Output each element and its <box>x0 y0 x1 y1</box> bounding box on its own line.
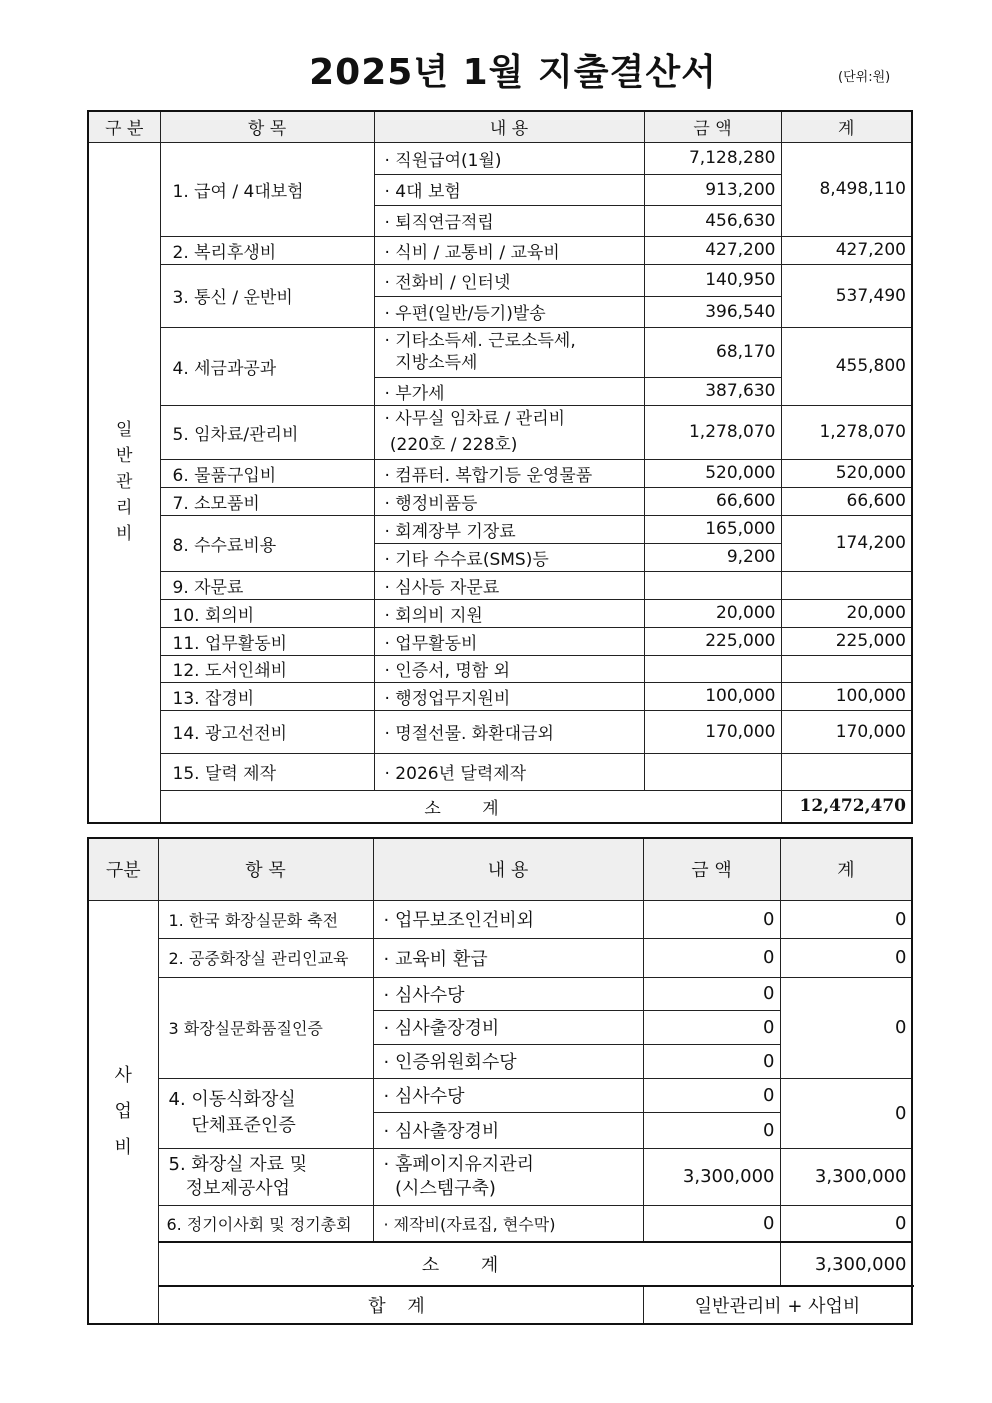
item-amount: 20,000 <box>644 599 781 627</box>
item-desc: · 회계장부 기장료 <box>374 515 644 543</box>
unit-label: (단위:원) <box>838 70 891 85</box>
item-desc: · 부가세 <box>374 377 644 405</box>
item-amount: 0 <box>643 900 780 938</box>
general-expense-table <box>87 110 913 824</box>
item-desc: · 심사출장경비 <box>373 1112 643 1148</box>
item-total: 0 <box>780 977 912 1078</box>
item-name: 5. 임차료/관리비 <box>160 405 374 459</box>
item-amount: 913,200 <box>644 174 781 205</box>
item-desc: · 제작비(자료집, 현수막) <box>373 1205 643 1242</box>
item-desc: · 사무실 임차료 / 관리비 (220호 / 228호) <box>374 405 644 459</box>
item-name: 12. 도서인쇄비 <box>160 655 374 682</box>
item-total: 3,300,000 <box>780 1148 912 1205</box>
item-amount: 0 <box>643 1010 780 1044</box>
item-desc: · 기타소득세. 근로소득세, 지방소득세 <box>374 327 644 377</box>
item-desc: · 심사등 자문료 <box>374 571 644 599</box>
item-amount: 520,000 <box>644 459 781 487</box>
item-total: 520,000 <box>781 459 912 487</box>
item-amount: 0 <box>643 1112 780 1148</box>
item-total <box>781 571 912 599</box>
item-name: 4. 이동식화장실 단체표준인증 <box>158 1078 373 1148</box>
item-name: 7. 소모품비 <box>160 487 374 515</box>
business-expense-table <box>87 837 913 1325</box>
header-item: 항 목 <box>160 111 374 142</box>
item-desc: · 인증서, 명함 외 <box>374 655 644 682</box>
header-content: 내 용 <box>374 111 644 142</box>
header-amount: 금 액 <box>643 838 780 900</box>
item-name: 3. 통신 / 운반비 <box>160 264 374 327</box>
item-name: 6. 물품구입비 <box>160 459 374 487</box>
item-amount: 0 <box>643 938 780 977</box>
item-desc: · 명절선물. 화환대금외 <box>374 710 644 753</box>
item-total: 427,200 <box>781 236 912 264</box>
item-amount: 3,300,000 <box>643 1148 780 1205</box>
item-desc: · 우편(일반/등기)발송 <box>374 296 644 327</box>
grand-total-label: 합 계 <box>158 1286 643 1324</box>
item-desc: · 심사수당 <box>373 1078 643 1112</box>
item-amount: 9,200 <box>644 543 781 571</box>
item-amount: 427,200 <box>644 236 781 264</box>
item-desc: · 행정비품등 <box>374 487 644 515</box>
item-name: 9. 자문료 <box>160 571 374 599</box>
item-total: 170,000 <box>781 710 912 753</box>
item-total: 0 <box>780 1078 912 1148</box>
item-desc: · 심사출장경비 <box>373 1010 643 1044</box>
item-amount: 140,950 <box>644 264 781 296</box>
item-total: 8,498,110 <box>781 142 912 236</box>
subtotal-label: 소 계 <box>160 790 781 823</box>
item-amount: 100,000 <box>644 682 781 710</box>
document-title: 2025년 1월 지출결산서 <box>309 52 717 93</box>
item-amount: 225,000 <box>644 627 781 655</box>
item-total: 0 <box>780 1205 912 1242</box>
item-amount: 456,630 <box>644 205 781 236</box>
item-amount <box>644 753 781 790</box>
item-desc: · 업무활동비 <box>374 627 644 655</box>
item-name: 3 화장실문화품질인증 <box>158 977 373 1078</box>
item-amount: 0 <box>643 977 780 1010</box>
category-general: 일 반 관 리 비 <box>88 142 160 823</box>
item-desc: · 심사수당 <box>373 977 643 1010</box>
item-amount: 66,600 <box>644 487 781 515</box>
item-desc: · 2026년 달력제작 <box>374 753 644 790</box>
item-amount: 0 <box>643 1044 780 1078</box>
item-total: 174,200 <box>781 515 912 571</box>
header-item: 항 목 <box>158 838 373 900</box>
item-total: 0 <box>780 938 912 977</box>
subtotal-label: 소 계 <box>158 1242 780 1286</box>
item-total <box>781 753 912 790</box>
item-amount: 170,000 <box>644 710 781 753</box>
item-total <box>781 655 912 682</box>
item-total: 20,000 <box>781 599 912 627</box>
item-name: 15. 달력 제작 <box>160 753 374 790</box>
item-desc: · 직원급여(1월) <box>374 142 644 174</box>
item-amount: 0 <box>643 1078 780 1112</box>
item-desc: · 인증위원회수당 <box>373 1044 643 1078</box>
item-name: 14. 광고선전비 <box>160 710 374 753</box>
item-total: 0 <box>780 900 912 938</box>
item-total: 1,278,070 <box>781 405 912 459</box>
item-desc: · 회의비 지원 <box>374 599 644 627</box>
item-name: 1. 한국 화장실문화 축전 <box>158 900 373 938</box>
item-name: 5. 화장실 자료 및 정보제공사업 <box>158 1148 373 1205</box>
subtotal-value: 3,300,000 <box>780 1242 912 1286</box>
grand-total-content: 일반관리비 + 사업비 <box>643 1286 912 1324</box>
item-amount: 0 <box>643 1205 780 1242</box>
item-amount: 1,278,070 <box>644 405 781 459</box>
item-desc: · 전화비 / 인터넷 <box>374 264 644 296</box>
header-total: 계 <box>781 111 912 142</box>
item-name: 4. 세금과공과 <box>160 327 374 405</box>
item-amount: 7,128,280 <box>644 142 781 174</box>
item-name: 2. 복리후생비 <box>160 236 374 264</box>
item-total: 455,800 <box>781 327 912 405</box>
item-name: 2. 공중화장실 관리인교육 <box>158 938 373 977</box>
item-desc: · 홈페이지유지관리 (시스템구축) <box>373 1148 643 1205</box>
item-total: 100,000 <box>781 682 912 710</box>
header-total: 계 <box>780 838 912 900</box>
item-desc: · 4대 보험 <box>374 174 644 205</box>
item-desc: · 컴퓨터. 복합기등 운영물품 <box>374 459 644 487</box>
item-total: 537,490 <box>781 264 912 327</box>
item-name: 6. 정기이사회 및 정기총회 <box>158 1205 373 1242</box>
item-desc: · 기타 수수료(SMS)등 <box>374 543 644 571</box>
item-amount <box>644 655 781 682</box>
item-amount: 68,170 <box>644 327 781 377</box>
item-total: 66,600 <box>781 487 912 515</box>
item-desc: · 교육비 환급 <box>373 938 643 977</box>
header-category: 구분 <box>88 838 158 900</box>
item-total: 225,000 <box>781 627 912 655</box>
item-name: 8. 수수료비용 <box>160 515 374 571</box>
item-amount: 165,000 <box>644 515 781 543</box>
item-desc: · 행정업무지원비 <box>374 682 644 710</box>
item-name: 13. 잡경비 <box>160 682 374 710</box>
header-content: 내 용 <box>373 838 643 900</box>
item-name: 11. 업무활동비 <box>160 627 374 655</box>
subtotal-value: 12,472,470 <box>781 790 912 823</box>
item-name: 1. 급여 / 4대보험 <box>160 142 374 236</box>
item-desc: · 업무보조인건비외 <box>373 900 643 938</box>
item-desc: · 퇴직연금적립 <box>374 205 644 236</box>
header-amount: 금 액 <box>644 111 781 142</box>
item-amount <box>644 571 781 599</box>
item-amount: 387,630 <box>644 377 781 405</box>
header-category: 구 분 <box>88 111 160 142</box>
item-amount: 396,540 <box>644 296 781 327</box>
category-business: 사 업 비 <box>88 900 158 1324</box>
item-name: 10. 회의비 <box>160 599 374 627</box>
item-desc: · 식비 / 교통비 / 교육비 <box>374 236 644 264</box>
